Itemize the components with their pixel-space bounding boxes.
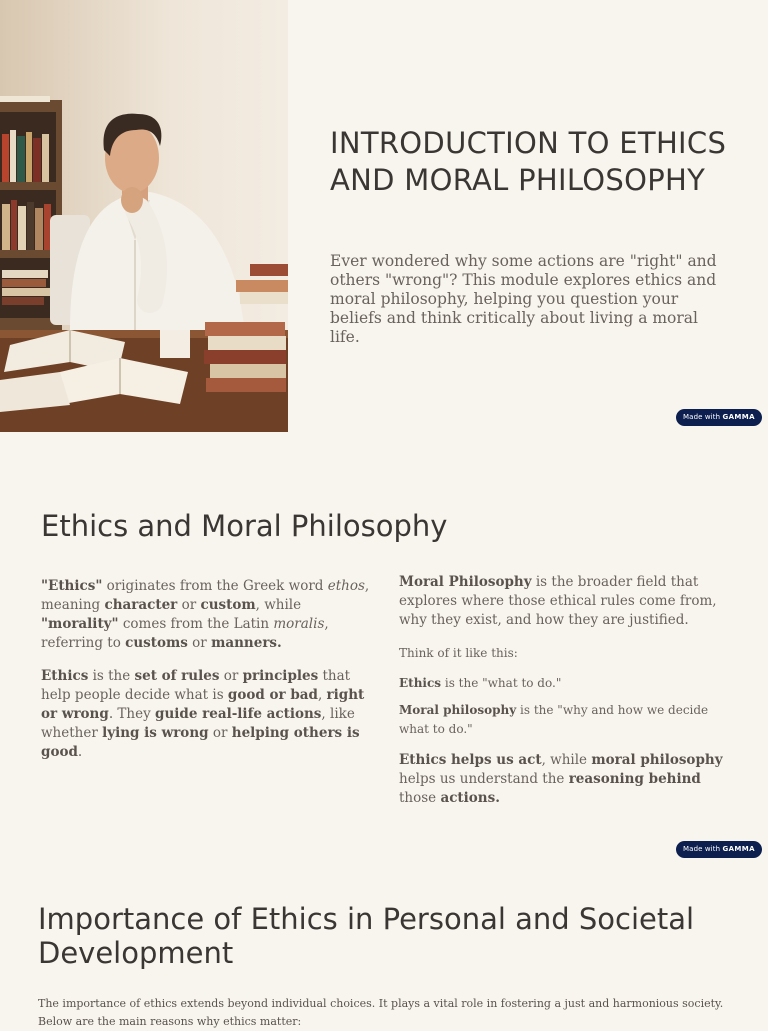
text: those: [399, 790, 441, 806]
text: or: [208, 725, 232, 741]
moral-philosophy-paragraph: [399, 573, 729, 630]
ethics-definition-paragraph: [41, 667, 371, 762]
term-good-or-bad: good or bad: [227, 687, 318, 703]
text: helps us understand the: [399, 771, 569, 787]
term-ethics-helps: Ethics helps us act: [399, 752, 542, 768]
ethics-definition-slide: [0, 432, 768, 862]
term-ethos: ethos: [327, 578, 365, 594]
text: ,: [317, 687, 327, 703]
text: , while: [541, 752, 592, 768]
term-moralis: moralis: [273, 616, 325, 632]
text: is the: [88, 668, 135, 684]
badge-prefix: Made with: [683, 845, 721, 853]
term-right-or-wrong: right or wrong: [41, 687, 365, 722]
term-customs: customs: [125, 635, 188, 651]
term-manners: manners.: [211, 635, 282, 651]
term-reasoning-behind: reasoning behind: [568, 771, 701, 787]
term-set-of-rules: set of rules: [134, 668, 220, 684]
term-moral-philosophy: Moral Philosophy: [399, 574, 532, 590]
badge-brand: GAMMA: [722, 413, 755, 421]
importance-slide: [0, 862, 768, 1028]
term-helping-others: helping others is good: [41, 725, 360, 760]
ethics-origin-paragraph: [41, 577, 371, 653]
moral-why-line: [399, 701, 729, 739]
term-ethics: "Ethics": [41, 578, 103, 594]
section-title: Ethics and Moral Philosophy: [41, 509, 448, 543]
text: , while: [255, 597, 302, 613]
term-ethics: Ethics: [399, 676, 442, 690]
importance-intro: The importance of ethics extends beyond individual choices. It plays a vital role in fostering a just and harmonious society. Below are the main reasons why ethics matter:: [38, 997, 724, 1028]
made-with-gamma-badge[interactable]: [676, 841, 762, 858]
term-morality: "morality": [41, 616, 119, 632]
ethics-what-line: [399, 674, 729, 693]
term-ethics: Ethics: [41, 668, 89, 684]
hero-description: Ever wondered why some actions are "right" and others "wrong"? This module explores ethics and moral philosophy, helping you question your beliefs and think critically about living a moral life.: [330, 252, 717, 346]
term-principles: principles: [242, 668, 319, 684]
think-of-it-label: Think of it like this:: [399, 646, 518, 660]
text: comes from the Latin: [118, 616, 274, 632]
term-custom: custom: [200, 597, 256, 613]
text: or: [177, 597, 201, 613]
thinking-man-illustration: [0, 0, 288, 432]
text: . They: [108, 706, 156, 722]
text: , like whether: [41, 706, 355, 741]
text: is the "what to do.": [441, 676, 562, 690]
text: that help people decide what is: [41, 668, 351, 703]
made-with-gamma-badge[interactable]: [676, 409, 762, 426]
text: is the "why and how we decide what to do.": [399, 703, 709, 736]
text: or: [219, 668, 243, 684]
text: is the broader field that explores where those ethical rules come from, why they exist, and how they are justified.: [399, 574, 717, 628]
term-guide-actions: guide real-life actions: [155, 706, 322, 722]
hero-photo: [0, 0, 288, 432]
term-moral-philosophy: Moral philosophy: [399, 703, 517, 717]
text: , referring to: [41, 616, 329, 651]
term-actions: actions.: [440, 790, 500, 806]
term-character: character: [104, 597, 178, 613]
badge-brand: GAMMA: [722, 845, 755, 853]
hero-title: INTRODUCTION TO ETHICS AND MORAL PHILOSOPHY: [330, 126, 727, 197]
badge-prefix: Made with: [683, 413, 721, 421]
summary-paragraph: [399, 751, 729, 808]
term-moral-philosophy: moral philosophy: [591, 752, 723, 768]
section-title: Importance of Ethics in Personal and Societal Development: [38, 902, 695, 970]
text: originates from the Greek word: [102, 578, 328, 594]
hero-slide: [0, 0, 768, 432]
text: or: [187, 635, 212, 651]
right-column: [399, 573, 729, 822]
left-column: [41, 577, 371, 776]
text: .: [77, 744, 83, 760]
term-lying-is-wrong: lying is wrong: [102, 725, 209, 741]
text: , meaning: [41, 578, 370, 613]
